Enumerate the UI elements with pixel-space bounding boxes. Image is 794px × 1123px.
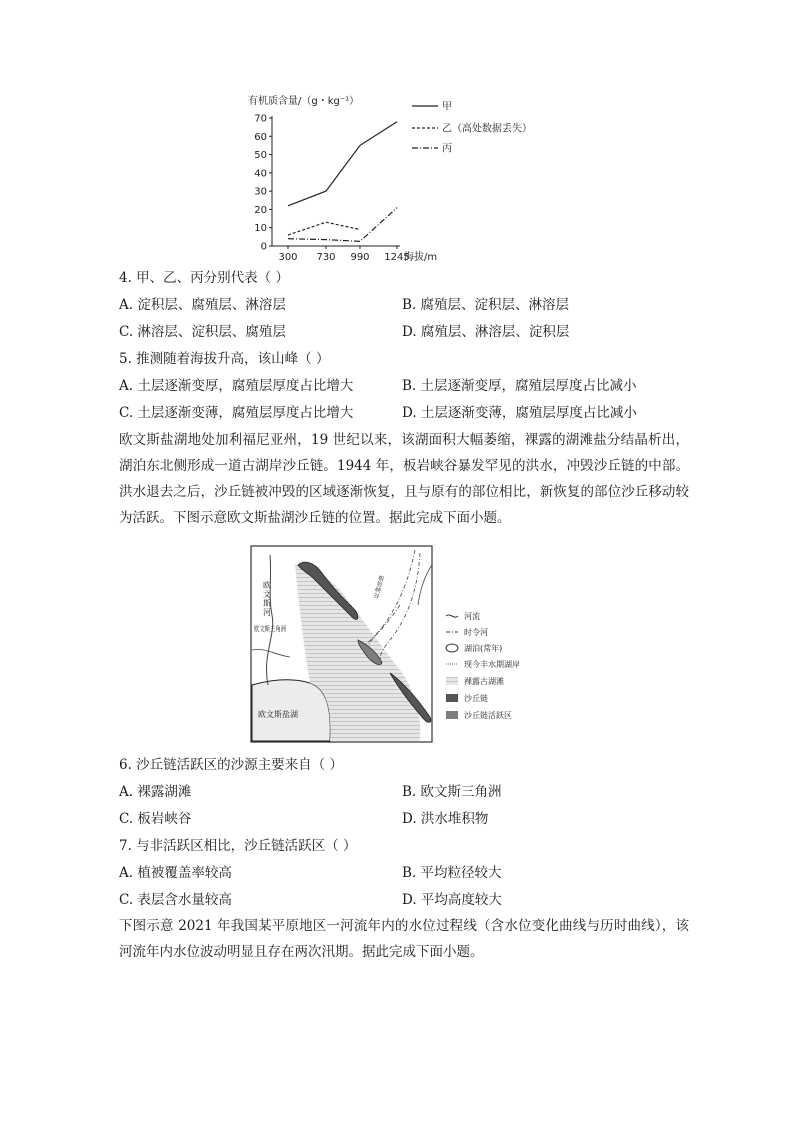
legend-shore: 现今丰水期湖岸	[464, 660, 520, 669]
map-svg	[250, 545, 550, 743]
series-line-2	[288, 222, 360, 235]
legend-lake: 湖泊(常年)	[464, 644, 503, 653]
owens-lake-map	[250, 545, 550, 743]
q5-option-a[interactable]: A. 土层逐渐变厚，腐殖层厚度占比增大	[119, 378, 354, 394]
q7-stem: 7. 与非活跃区相比，沙丘链活跃区（ ）	[119, 838, 357, 854]
q5-stem: 5. 推测随着海拔升高，该山峰（ ）	[119, 351, 330, 367]
legend-intermittent: 时令河	[464, 628, 488, 637]
q6-option-d[interactable]: D. 洪水堆积物	[402, 811, 489, 827]
chart-svg	[240, 90, 560, 265]
y-tick-label: 30	[254, 186, 267, 198]
map-legend	[446, 611, 520, 720]
y-tick-label: 0	[260, 241, 267, 253]
q6-option-a[interactable]: A. 裸露湖滩	[119, 784, 192, 800]
q5-option-c[interactable]: C. 土层逐渐变薄，腐殖层厚度占比增大	[119, 405, 354, 421]
q6-stem: 6. 沙丘链活跃区的沙源主要来自（ ）	[119, 757, 343, 773]
y-tick-label: 40	[254, 168, 267, 180]
x-tick-label: 730	[316, 252, 336, 263]
legend-dune: 沙丘链	[464, 694, 488, 703]
y-tick-label: 50	[254, 150, 267, 162]
q5-option-d[interactable]: D. 土层逐渐变薄，腐殖层厚度占比减小	[402, 405, 637, 421]
x-tick-label: 990	[350, 252, 370, 263]
q4-stem: 4. 甲、乙、丙分别代表（ ）	[119, 270, 289, 286]
organic-matter-chart	[240, 90, 560, 265]
legend-label-3: 丙	[442, 143, 452, 155]
y-axis-label: 有机质含量/（g・kg⁻¹）	[248, 96, 360, 107]
q5-option-b[interactable]: B. 土层逐渐变厚，腐殖层厚度占比减小	[402, 378, 637, 394]
passage-water-level: 下图示意 2021 年我国某平原地区一河流年内的水位过程线（含水位变化曲线与历时曲线），该河流年内水位波动明显且存在两次汛期。据此完成下面小题。	[119, 918, 689, 960]
q4-option-a[interactable]: A. 淀积层、腐殖层、淋溶层	[119, 297, 286, 313]
legend-lakebed: 裸露古湖滩	[464, 677, 504, 686]
y-tick-label: 60	[254, 131, 267, 143]
q4-option-b[interactable]: B. 腐殖层、淀积层、淋溶层	[402, 297, 570, 313]
series-line-1	[288, 122, 397, 206]
legend-river: 河流	[464, 612, 480, 621]
x-tick-label: 1245	[384, 252, 410, 263]
q7-option-c[interactable]: C. 表层含水量较高	[119, 892, 232, 908]
y-tick-label: 10	[254, 223, 267, 235]
legend-active: 沙丘链活跃区	[464, 711, 512, 720]
y-tick-label: 70	[254, 113, 267, 125]
q4-option-c[interactable]: C. 淋溶层、淀积层、腐殖层	[119, 324, 286, 340]
x-axis-label: 海拔/m	[404, 252, 438, 263]
label-river: 欧文斯河	[262, 581, 272, 617]
legend-label-1: 甲	[442, 101, 452, 113]
x-tick-label: 300	[278, 252, 298, 263]
q4-option-d[interactable]: D. 腐殖层、淋溶层、淀积层	[402, 324, 570, 340]
q7-option-b[interactable]: B. 平均粒径较大	[402, 865, 502, 881]
q6-option-b[interactable]: B. 欧文斯三角洲	[402, 784, 502, 800]
q6-option-c[interactable]: C. 板岩峡谷	[119, 811, 192, 827]
label-delta: 欧文斯三角洲	[254, 625, 296, 633]
y-tick-label: 20	[254, 204, 267, 216]
q7-option-d[interactable]: D. 平均高度较大	[402, 892, 502, 908]
series-line-3	[288, 208, 397, 242]
legend-label-2: 乙（高处数据丢失）	[442, 123, 532, 135]
q7-option-a[interactable]: A. 植被覆盖率较高	[119, 865, 232, 881]
passage-owens-lake: 欧文斯盐湖地处加利福尼亚州，19 世纪以来，该湖面积大幅萎缩，裸露的湖滩盐分结晶析出，湖泊东北侧形成一道古湖岸沙丘链。1944 年，板岩峡谷暴发罕见的洪水，冲毁沙丘链的中部。洪水退去之后，沙丘链被冲毁的区域逐渐恢复，且与原有的部位相比，新恢复的部位沙丘移动较为活跃。下图示意欧文斯盐湖沙丘链的位置。据此完成下面小题。	[119, 432, 689, 526]
label-canyon: 板岩峡谷	[371, 574, 385, 600]
label-lake: 欧文斯盐湖	[258, 710, 298, 719]
